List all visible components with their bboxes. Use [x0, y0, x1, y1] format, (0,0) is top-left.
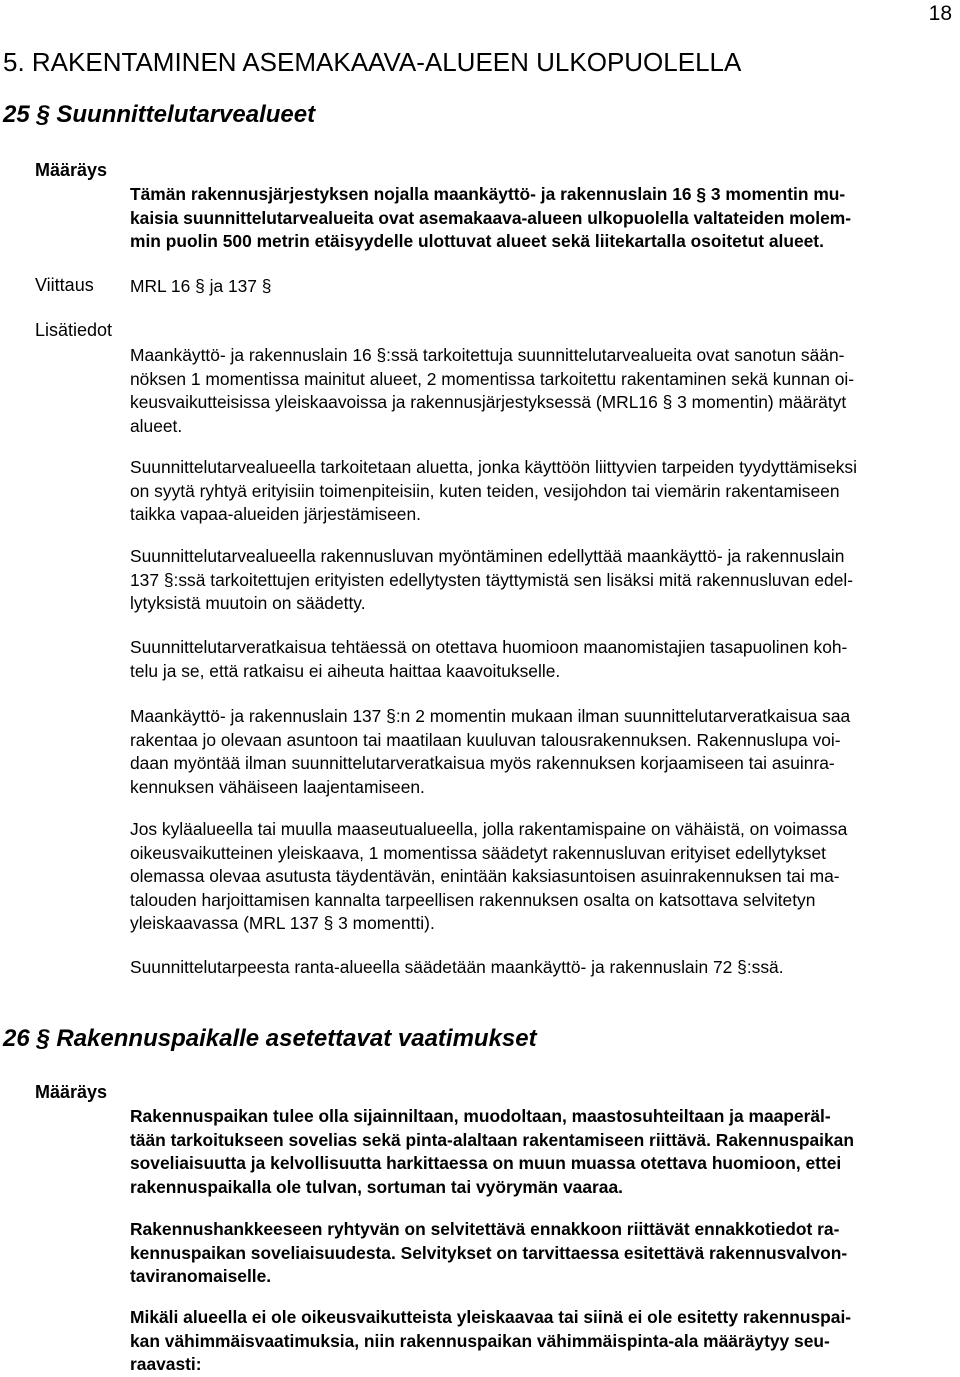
- text-line: min puolin 500 metrin etäisyydelle ulottuvat alueet sekä liitekartalla osoitetut alueet.: [130, 231, 824, 252]
- text-line: on syytä ryhtyä erityisiin toimenpiteisiin, kuten teiden, vesijohdon tai viemärin rakentamiseen: [130, 480, 840, 501]
- text-line: Suunnittelutarveratkaisua tehtäessä on otettava huomioon maanomistajien tasapuolinen koh-: [130, 637, 848, 657]
- text-line: kan vähimmäisvaatimuksia, niin rakennuspaikan vähimmäispinta-ala määräytyy seu-: [130, 1330, 830, 1351]
- text-line: Maankäyttö- ja rakennuslain 137 §:n 2 momentin mukaan ilman suunnittelutarveratkaisua saa: [130, 706, 851, 726]
- maarays-paragraph: [130, 1306, 950, 1377]
- section-25-title: 25 § Suunnittelutarvealueet: [3, 101, 316, 128]
- text-line: telu ja se, että ratkaisu ei aiheuta haittaa kaavoitukselle.: [130, 660, 561, 681]
- maarays-label: Määräys: [35, 160, 108, 180]
- text-line: Mikäli alueella ei ole oikeusvaikutteista yleiskaavaa tai siinä ei ole esitetty rakennuspai-: [130, 1307, 852, 1327]
- page-number: 18: [928, 2, 952, 25]
- text-line: rakentaa jo olevaan asuntoon tai maatilaan kuuluvan talousrakennuksen. Rakennuslupa voi-: [130, 729, 841, 750]
- text-line: tään tarkoitukseen sovelias sekä pinta-alaltaan rakentamiseen riittävä. Rakennuspaikan: [130, 1129, 854, 1150]
- text-line: taviranomaiselle.: [130, 1266, 272, 1287]
- text-line: Rakennushankkeeseen ryhtyvän on selvitettävä ennakkoon riittävät ennakkotiedot ra-: [130, 1219, 840, 1239]
- viittaus-label: Viittaus: [35, 275, 94, 295]
- text-line: rakennuspaikalla ole tulvan, sortuman tai vyörymän vaaraa.: [130, 1176, 623, 1197]
- lisatiedot-paragraph: [130, 818, 950, 936]
- text-line: taikka vapaa-alueiden järjestämiseen.: [130, 504, 421, 525]
- lisatiedot-paragraph: [130, 705, 950, 799]
- text-line: raavasti:: [130, 1354, 202, 1375]
- lisatiedot-paragraph: [130, 456, 950, 527]
- lisatiedot-paragraph: [130, 636, 950, 683]
- text-line: daan myöntää ilman suunnittelutarveratkaisua myös rakennuksen korjaamiseen tai asuinra-: [130, 753, 835, 774]
- text-line: Rakennuspaikan tulee olla sijainniltaan, muodoltaan, maastosuhteiltaan ja maaperäl-: [130, 1106, 831, 1126]
- viittaus-text: MRL 16 § ja 137 §: [130, 276, 272, 296]
- text-line: Suunnittelutarvealueella rakennusluvan myöntäminen edellyttää maankäyttö- ja rakennuslain: [130, 546, 845, 566]
- text-line: soveliaisuutta ja kelvollisuutta harkittaessa on muun muassa otettava huomioon, ettei: [130, 1153, 842, 1174]
- maarays-paragraph: [130, 1105, 950, 1199]
- text-line: keusvaikutteisissa yleiskaavoissa ja rakennusjärjestyksessä (MRL16 § 3 momentin) määrätyt: [130, 392, 847, 413]
- text-line: alueet.: [130, 415, 183, 436]
- text-line: Maankäyttö- ja rakennuslain 16 §:ssä tarkoitettuja suunnittelutarvealueita ovat sanotun sään-: [130, 345, 845, 365]
- text-line: olemassa olevaa asutusta täydentävän, enintään kaksiasuntoisen asuinrakennuksen tai ma-: [130, 866, 840, 887]
- lisatiedot-paragraph: [130, 344, 950, 438]
- text-line: nöksen 1 momentissa mainitut alueet, 2 momentissa tarkoitettu rakentaminen sekä kunnan oi-: [130, 368, 855, 389]
- section-26-title: 26 § Rakennuspaikalle asetettavat vaatimukset: [3, 1025, 537, 1052]
- text-line: oikeusvaikutteinen yleiskaava, 1 momentissa säädetyt rakennusluvan erityiset edellytykset: [130, 842, 826, 863]
- maarays-label: Määräys: [35, 1082, 108, 1102]
- lisatiedot-paragraph: [130, 545, 950, 616]
- text-line: Tämän rakennusjärjestyksen nojalla maankäyttö- ja rakennuslain 16 § 3 momentin mu-: [130, 184, 846, 204]
- maarays-text: [130, 183, 950, 254]
- text-line: yleiskaavassa (MRL 137 § 3 momentti).: [130, 913, 435, 934]
- text-line: Jos kyläalueella tai muulla maaseutualueella, jolla rakentamispaine on vähäistä, on voimassa: [130, 819, 848, 839]
- chapter-title: 5. RAKENTAMINEN ASEMAKAAVA-ALUEEN ULKOPUOLELLA: [3, 47, 742, 77]
- text-line: Suunnittelutarvealueella tarkoitetaan aluetta, jonka käyttöön liittyvien tarpeiden tyydyttämiseksi: [130, 457, 857, 477]
- maarays-paragraph: [130, 1218, 950, 1289]
- lisatiedot-label: Lisätiedot: [35, 320, 113, 340]
- text-line: lytyksistä muutoin on säädetty.: [130, 593, 366, 614]
- text-line: kennuspaikan soveliaisuudesta. Selvitykset on tarvittaessa esitettävä rakennusvalvon-: [130, 1242, 848, 1263]
- text-line: kennuksen vähäiseen laajentamiseen.: [130, 776, 425, 797]
- text-line: kaisia suunnittelutarvealueita ovat asemakaava-alueen ulkopuolella valtateiden molem-: [130, 207, 852, 228]
- text-line: 137 §:ssä tarkoitettujen erityisten edellytysten täyttymistä sen lisäksi mitä rakennusluvan edel-: [130, 569, 854, 590]
- lisatiedot-paragraph: [130, 956, 950, 980]
- text-line: Suunnittelutarpeesta ranta-alueella säädetään maankäyttö- ja rakennuslain 72 §:ssä.: [130, 957, 784, 977]
- text-line: talouden harjoittamisen kannalta tarpeellisen rakennuksen osalta on katsottava selvitetyn: [130, 889, 816, 910]
